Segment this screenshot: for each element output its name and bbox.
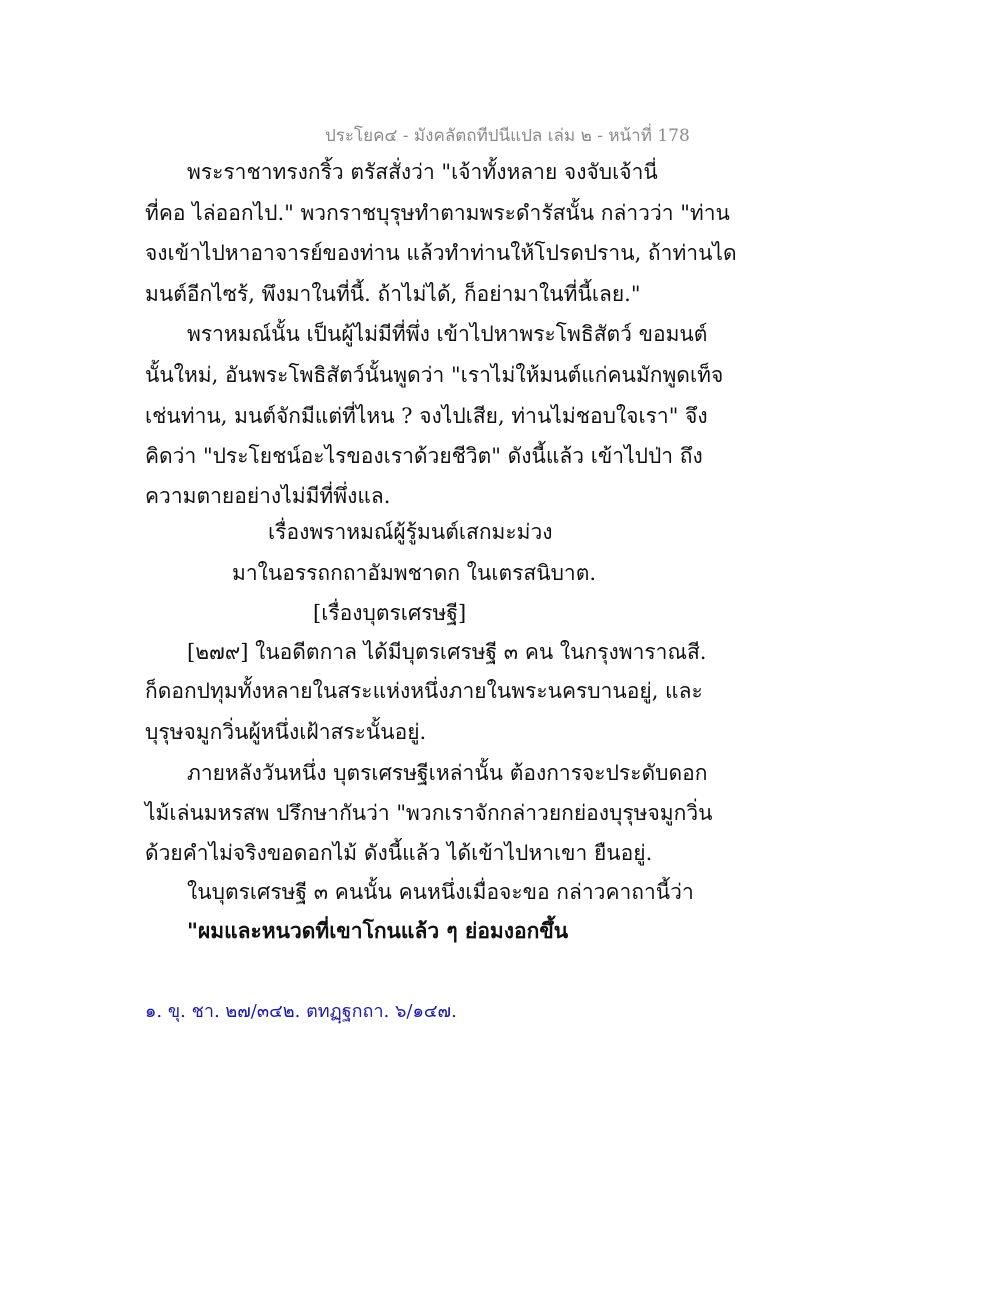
text-line: พระราชาทรงกริ้ว ตรัสสั่งว่า "เจ้าทั้งหลาย จงจับเจ้านี่	[187, 160, 658, 184]
text-line: มนต์อีกไซร้, พึงมาในที่นี้. ถ้าไม่ได้, ก็อย่ามาในที่นี้เลย."	[145, 282, 641, 306]
text-line: นั้นใหม่, อันพระโพธิสัตว์นั้นพูดว่า "เราไม่ให้มนต์แก่คนมักพูดเท็จ	[145, 363, 724, 387]
verse-line: "ผมและหนวดที่เขาโกนแล้ว ๆ ย่อมงอกขึ้น	[187, 918, 569, 943]
text-line: บุรุษจมูกวิ่นผู้หนึ่งเฝ้าสระนั้นอยู่.	[145, 720, 427, 744]
text-line: ที่คอ ไล่ออกไป." พวกราชบุรุษทำตามพระดำรัสนั้น กล่าวว่า "ท่าน	[145, 201, 730, 225]
text-line: ด้วยคำไม่จริงขอดอกไม้ ดังนี้แล้ว ได้เข้าไปหาเขา ยืนอยู่.	[145, 841, 653, 865]
text-line: จงเข้าไปหาอาจารย์ของท่าน แล้วทำท่านให้โปรดปราน, ถ้าท่านได	[145, 241, 737, 265]
text-line: คิดว่า "ประโยชน์อะไรของเราด้วยชีวิต" ดังนี้แล้ว เข้าไปป่า ถึง	[145, 444, 703, 468]
text-line: ไม้เล่นมหรสพ ปรึกษากันว่า "พวกเราจักกล่าวยกย่องบุรุษจมูกวิ่น	[145, 801, 713, 825]
story-title: เรื่องพราหมณ์ผู้รู้มนต์เสกมะม่วง	[268, 520, 553, 544]
footnote: ๑. ขุ. ชา. ๒๗/๓๔๒. ตทฏฺฐกถา. ๖/๑๔๗.	[145, 1001, 457, 1022]
section-heading: [เรื่องบุตรเศรษฐี]	[313, 601, 467, 625]
text-line: ความตายอย่างไม่มีที่พึ่งแล.	[145, 484, 391, 508]
text-line: พราหมณ์นั้น เป็นผู้ไม่มีที่พึ่ง เข้าไปหาพระโพธิสัตว์ ขอมนต์	[187, 322, 708, 346]
story-source: มาในอรรถกถาอัมพชาดก ในเตรสนิบาต.	[232, 561, 597, 585]
text-line: [๒๗๙] ในอดีตกาล ได้มีบุตรเศรษฐี ๓ คน ในกรุงพาราณสี.	[187, 640, 707, 664]
text-line: ในบุตรเศรษฐี ๓ คนนั้น คนหนึ่งเมื่อจะขอ กล่าวคาถานี้ว่า	[187, 880, 694, 904]
text-line: เช่นท่าน, มนต์จักมีแต่ที่ไหน ? จงไปเสีย, ท่านไม่ชอบใจเรา" จึง	[145, 404, 708, 428]
text-line: ก็ดอกปทุมทั้งหลายในสระแห่งหนึ่งภายในพระนครบานอยู่, และ	[145, 679, 703, 703]
text-line: ภายหลังวันหนึ่ง บุตรเศรษฐีเหล่านั้น ต้องการจะประดับดอก	[187, 761, 708, 785]
page-header: ประโยค๔ - มังคลัตถทีปนีแปล เล่ม ๒ - หน้าที่ 178	[325, 126, 690, 146]
